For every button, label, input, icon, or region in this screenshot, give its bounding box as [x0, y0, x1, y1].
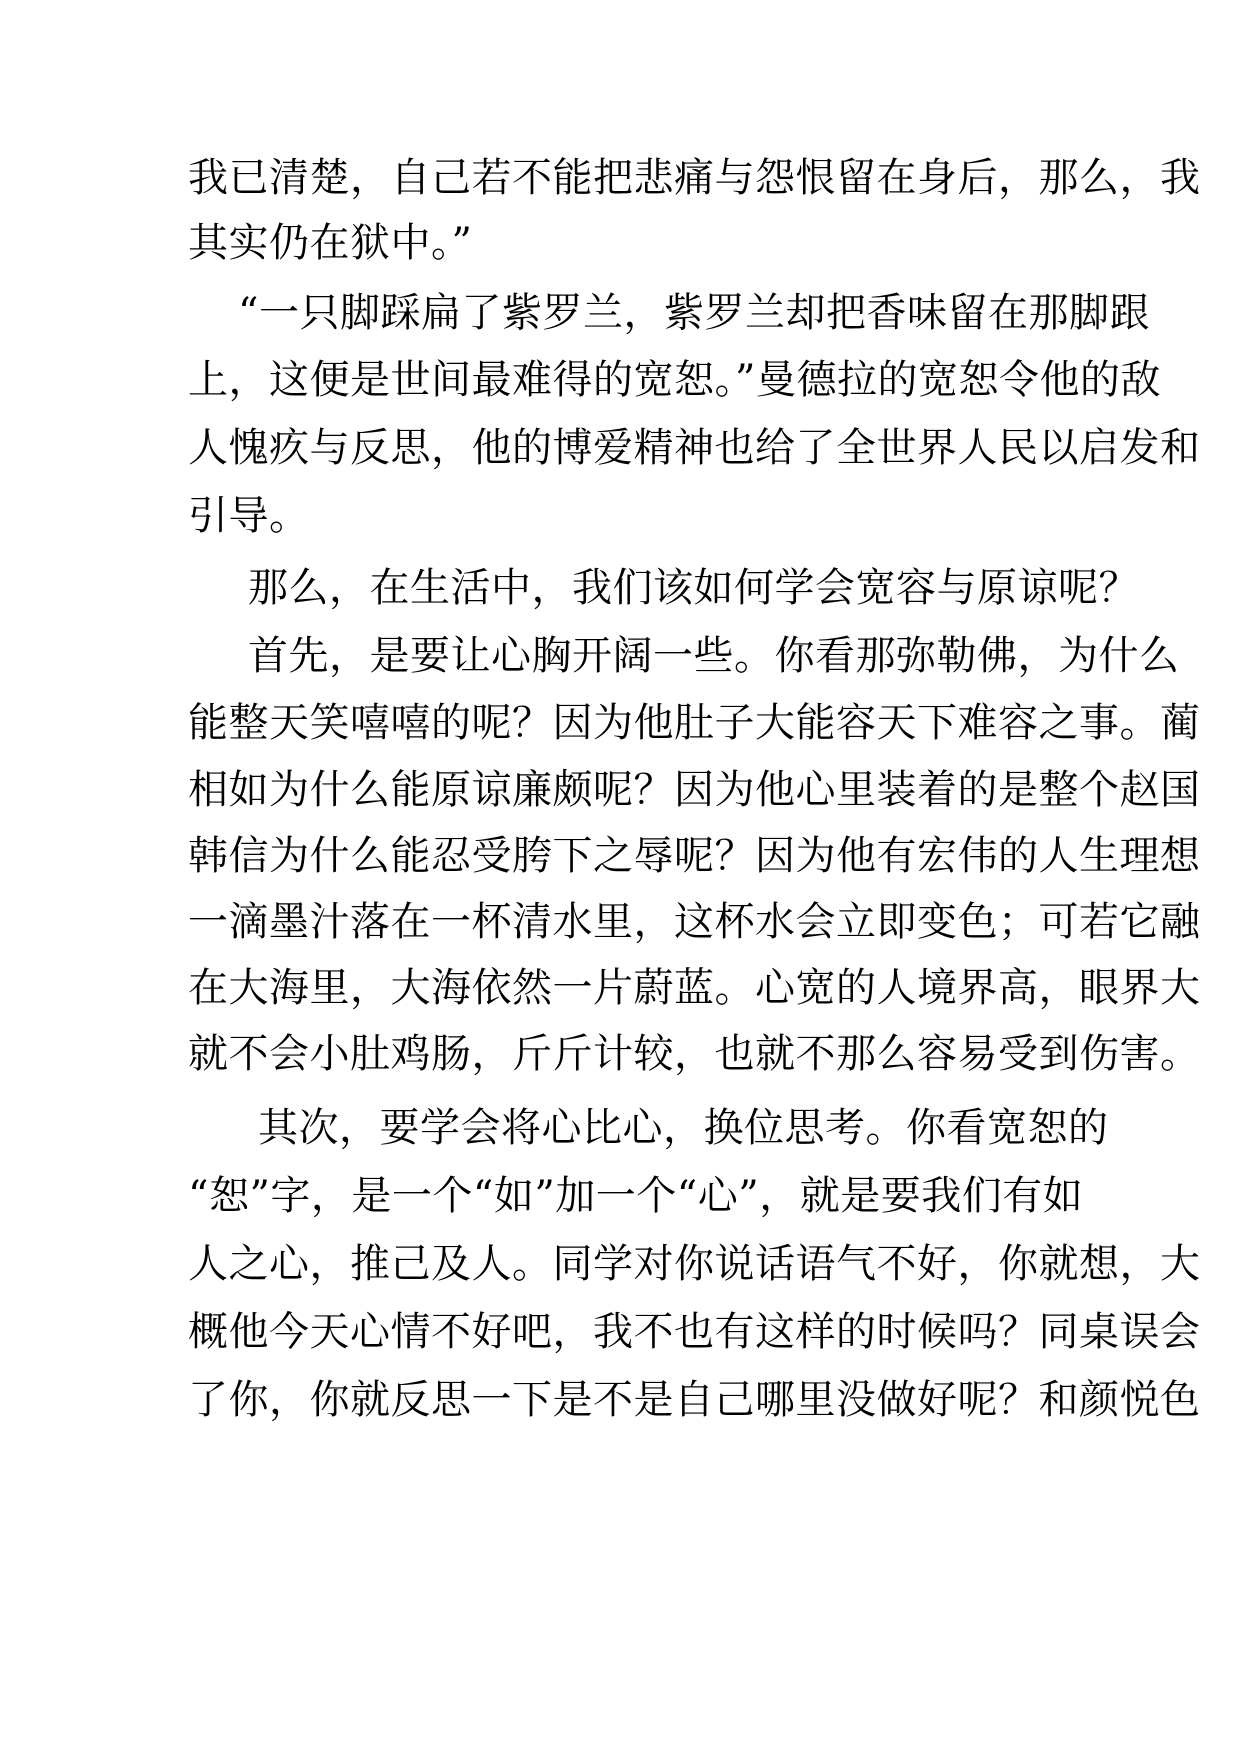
text-line: 韩信为什么能忍受胯下之辱呢？因为他有宏伟的人生理想: [188, 833, 1201, 879]
text-line: 就不会小肚鸡肠，斤斤计较，也就不那么容易受到伤害。: [188, 1031, 1201, 1077]
text-line: 引导。: [188, 493, 310, 539]
text-line: “恕”字，是一个“如”加一个“心”，就是要我们有如: [188, 1173, 1084, 1219]
text-line: 我已清楚，自己若不能把悲痛与怨恨留在身后，那么，我: [188, 155, 1201, 201]
text-line: 概他今天心情不好吧，我不也有这样的时候吗？同桌误会: [188, 1309, 1201, 1355]
text-line: “一只脚踩扁了紫罗兰，紫罗兰却把香味留在那脚跟: [238, 290, 1150, 336]
text-line: 人愧疚与反思，他的博爱精神也给了全世界人民以启发和: [188, 425, 1201, 471]
text-line: 上，这便是世间最难得的宽恕。”曼德拉的宽恕令他的敌: [188, 357, 1161, 403]
text-line: 相如为什么能原谅廉颇呢？因为他心里装着的是整个赵国: [188, 767, 1201, 813]
text-line: 首先，是要让心胸开阔一些。你看那弥勒佛，为什么: [248, 633, 1180, 679]
text-line: 在大海里，大海依然一片蔚蓝。心宽的人境界高，眼界大: [188, 965, 1201, 1011]
text-line: 那么，在生活中，我们该如何学会宽容与原谅呢？: [248, 565, 1139, 611]
text-line: 能整天笑嘻嘻的呢？因为他肚子大能容天下难容之事。蔺: [188, 700, 1201, 746]
text-line: 了你，你就反思一下是不是自己哪里没做好呢？和颜悦色: [188, 1377, 1201, 1423]
text-line: 人之心，推己及人。同学对你说话语气不好，你就想，大: [188, 1241, 1201, 1287]
text-line: 其实仍在狱中。”: [188, 220, 473, 266]
text-line: 一滴墨汁落在一杯清水里，这杯水会立即变色；可若它融: [188, 899, 1201, 945]
text-line: 其次，要学会将心比心，换位思考。你看宽恕的: [258, 1105, 1109, 1151]
